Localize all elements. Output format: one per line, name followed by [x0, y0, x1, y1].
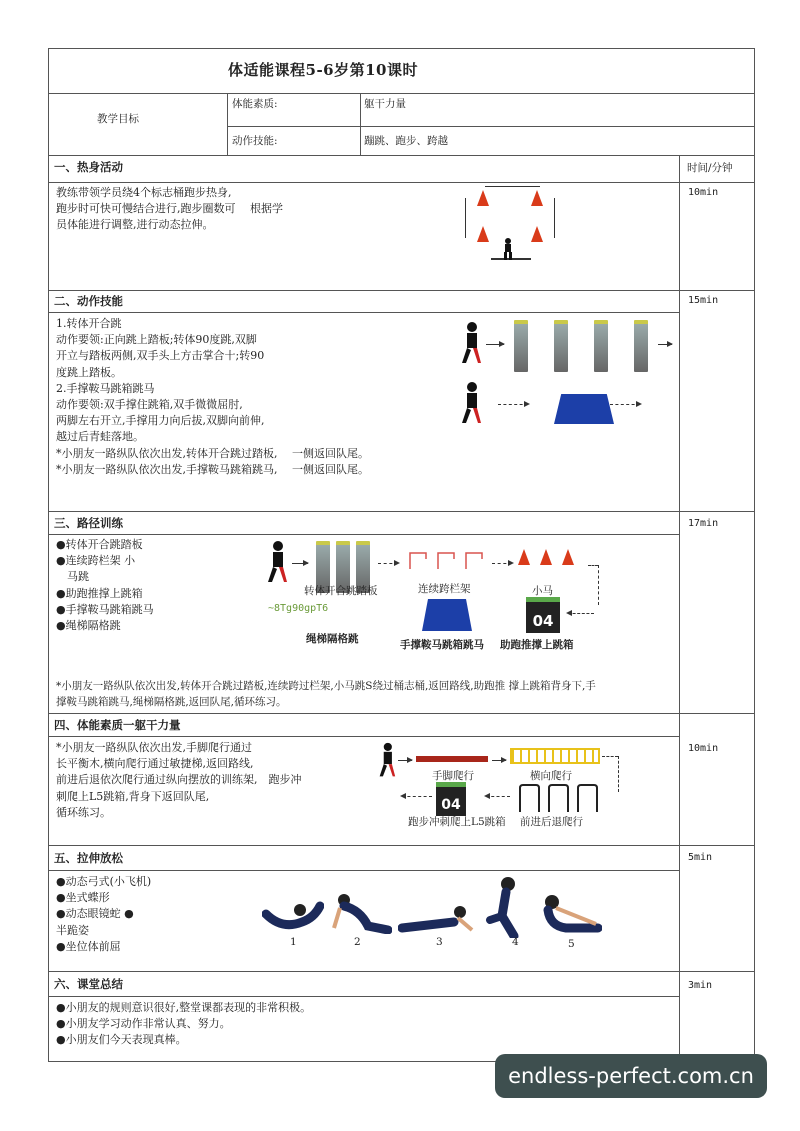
- runner-icon: [501, 238, 515, 260]
- section-time: 3min: [688, 980, 713, 991]
- cone-icon: [531, 226, 543, 242]
- text-line: 动作要领:双手撑住跳箱,双手微微屈肘,: [56, 398, 243, 412]
- step-board: [594, 320, 608, 372]
- arrow-right-icon: [492, 760, 506, 761]
- path-label: 小马: [532, 585, 553, 597]
- warmup-diagram: [455, 184, 565, 264]
- arrow-right-icon: [658, 344, 672, 345]
- sec5-heading-cell: [48, 845, 680, 871]
- sec6-bullets: [56, 1000, 311, 1049]
- bullet-item: ●动态弓式(小飞机): [56, 875, 152, 888]
- arrow-right-icon: [498, 404, 528, 405]
- sec4-time-cell: [679, 713, 755, 846]
- pose-number: 3: [436, 936, 443, 948]
- sec1-time-cell: [679, 182, 755, 291]
- path-diagram: [262, 537, 612, 655]
- sec1-text: [56, 185, 283, 234]
- hurdle-icon: [406, 547, 494, 571]
- objective-value: 蹦跳、跑步、跨越: [364, 135, 448, 147]
- section-time: 5min: [688, 852, 713, 863]
- sec6-heading-cell: [48, 971, 680, 997]
- bullet-item: ●手撑鞍马跳箱跳马: [56, 602, 154, 616]
- site-watermark[interactable]: endless-perfect.com.cn: [495, 1054, 767, 1098]
- text-line: 教练带领学员绕4个标志桶跑步热身,: [56, 186, 232, 199]
- cone-icon: [531, 190, 543, 206]
- section-time: 10min: [688, 743, 719, 754]
- text-line: 撑鞍马跳箱跳马,绳梯隔格跳,返回队尾,循环练习。: [56, 696, 287, 709]
- bullet-item: 半跪姿: [56, 923, 89, 937]
- obj-val-1-cell: [360, 93, 755, 127]
- path-label: 助跑推撑上跳箱: [500, 639, 574, 651]
- pose-number: 2: [354, 936, 361, 948]
- return-dash-right: [602, 756, 618, 757]
- text-line: 两脚左右开立,手撑用力向后拔,双脚向前伸,: [56, 414, 265, 428]
- stretch-pose-icon: [484, 876, 524, 938]
- bullet-item: 马跳: [56, 570, 89, 584]
- jumper-icon: [460, 382, 482, 424]
- section-time: 15min: [688, 295, 719, 306]
- path-label: 连续跨栏架: [418, 583, 471, 595]
- objective-key: 体能素质:: [232, 98, 278, 110]
- bullet-item: ●绳梯隔格跳: [56, 619, 121, 633]
- arrow-up-icon: [465, 198, 466, 238]
- frame-icon: [518, 784, 604, 812]
- text-line: 度跳上踏板。: [56, 365, 122, 379]
- stretch-pose-icon: [262, 900, 324, 934]
- section-time: 17min: [688, 518, 719, 529]
- objectives-label: 教学目标: [97, 113, 139, 125]
- text-line: 1.转体开合跳: [56, 317, 122, 330]
- sec2-heading-cell: [48, 290, 680, 313]
- sec3-bullets: [56, 537, 154, 634]
- arrow-right-icon: [378, 563, 398, 564]
- skill-diagram: [458, 318, 678, 438]
- section-heading: 一、热身活动: [54, 160, 123, 174]
- path-label: 绳梯隔格跳: [306, 633, 359, 645]
- core-label: 跑步冲刺爬上L5跳箱: [408, 816, 506, 828]
- text-line: 刺爬上L5跳箱,背身下返回队尾,: [56, 789, 210, 803]
- step-board: [514, 320, 528, 372]
- text-line: 前进后退依次爬行通过纵向摆放的训练架, 跑步冲: [56, 773, 302, 787]
- top-line: [485, 186, 540, 187]
- balance-beam: [416, 756, 488, 762]
- sec1-heading-cell: [48, 155, 680, 183]
- sec3-time-cell: [679, 511, 755, 714]
- arrow-right-icon: [486, 344, 504, 345]
- step-board: [634, 320, 648, 372]
- vault-box: [422, 599, 472, 631]
- time-header: 时间/分钟: [687, 162, 733, 174]
- section-heading: 三、路径训练: [54, 516, 123, 530]
- objective-value: 躯干力量: [364, 98, 406, 110]
- jumper-icon: [378, 742, 396, 778]
- return-dash-down: [598, 565, 599, 605]
- bullet-item: ●小朋友学习动作非常认真、努力。: [56, 1017, 231, 1031]
- cone-icon: [518, 549, 530, 565]
- bullet-item: ●小朋友的规则意识很好,整堂课都表现的非常积极。: [56, 1001, 312, 1014]
- core-label: 前进后退爬行: [520, 816, 583, 828]
- text-line: 长平衡木,横向爬行通过敏捷梯,返回路线,: [56, 757, 254, 771]
- stretch-pose-icon: [398, 904, 478, 934]
- text-line: 开立与踏板两侧,双手头上方击掌合十;转90: [56, 349, 265, 363]
- arrow-left-icon: [402, 796, 432, 797]
- section-time: 10min: [688, 187, 719, 198]
- bullet-item: ●坐位体前屈: [56, 939, 121, 953]
- arrow-right-icon: [292, 563, 308, 564]
- arrow-right-icon: [610, 404, 640, 405]
- bullet-item: ●连续跨栏架 小: [56, 554, 136, 568]
- arrow-down-icon: [554, 198, 555, 238]
- jump-box: 04: [436, 782, 466, 816]
- text-line: *小朋友一路纵队依次出发,转体开合跳过踏板,连续跨过栏架,小马跳S绕过桶志桶,返回路线,助跑推 撑上跳箱背身下,手: [56, 680, 596, 692]
- sec4-text: [56, 740, 302, 821]
- arrow-left-icon: [486, 796, 510, 797]
- agility-ladder: [510, 748, 600, 764]
- page-title: 体适能课程5-6岁第10课时: [228, 61, 418, 79]
- core-diagram: [374, 740, 634, 832]
- text-line: 跑步时可快可慢结合进行,跑步圈数可 根据学: [56, 202, 283, 216]
- sec2-time-cell: [679, 290, 755, 512]
- text-line: 员体能进行调整,进行动态拉伸。: [56, 218, 214, 232]
- sec3-note: [56, 678, 676, 710]
- path-label: 手撑鞍马跳箱跳马: [400, 639, 484, 651]
- arrow-right-icon: [492, 563, 512, 564]
- cone-icon: [562, 549, 574, 565]
- path-code: ~8Tg90gpT6: [268, 603, 329, 614]
- cone-icon: [477, 190, 489, 206]
- text-line: 2.手撑鞍马跳箱跳马: [56, 381, 155, 395]
- arrow-right-icon: [398, 760, 412, 761]
- stretch-pose-icon: [536, 894, 602, 934]
- sec3-heading-cell: [48, 511, 680, 535]
- pose-number: 5: [568, 938, 575, 950]
- vault-box: [554, 394, 614, 424]
- sec2-text: [56, 316, 369, 478]
- path-label: 转体开合跳踏板: [304, 585, 378, 597]
- cone-icon: [477, 226, 489, 242]
- pose-number: 1: [290, 936, 297, 948]
- bullet-item: ●小朋友们今天表现真棒。: [56, 1033, 187, 1047]
- return-dash-right: [588, 565, 598, 566]
- section-heading: 四、体能素质一躯干力量: [54, 718, 181, 732]
- arrow-left-icon: [568, 613, 594, 614]
- text-line: 循环练习。: [56, 805, 111, 819]
- core-label: 横向爬行: [530, 770, 572, 782]
- section-heading: 五、拉伸放松: [54, 851, 123, 865]
- step-board: [554, 320, 568, 372]
- bullet-item: ●坐式蝶形: [56, 891, 110, 905]
- text-line: *小朋友一路纵队依次出发,转体开合跳过踏板, 一侧返回队尾。: [56, 446, 369, 460]
- pose-number: 4: [512, 936, 519, 948]
- text-line: *小朋友一路纵队依次出发,手撑鞍马跳箱跳马, 一侧返回队尾。: [56, 462, 369, 476]
- stretch-pose-icon: [330, 892, 392, 934]
- bullet-item: ●转体开合跳踏板: [56, 538, 143, 551]
- section-heading: 二、动作技能: [54, 294, 123, 308]
- text-line: *小朋友一路纵队依次出发,手脚爬行通过: [56, 741, 252, 754]
- bullet-item: ●助跑推撑上跳箱: [56, 586, 143, 600]
- return-dash-down: [618, 756, 619, 792]
- section-heading: 六、课堂总结: [54, 977, 123, 991]
- cone-icon: [540, 549, 552, 565]
- objective-key: 动作技能:: [232, 135, 278, 147]
- stretch-figures: [258, 874, 608, 954]
- jumper-icon: [266, 541, 288, 583]
- text-line: 动作要领:正向跳上踏板;转体90度跳,双脚: [56, 333, 257, 347]
- core-label: 手脚爬行: [432, 770, 474, 782]
- jump-box: 04: [526, 597, 560, 633]
- text-line: 越过后青蛙落地。: [56, 430, 144, 444]
- sec5-bullets: [56, 874, 151, 955]
- jumper-icon: [460, 322, 482, 364]
- bullet-item: ●动态眼镜蛇 ●: [56, 907, 134, 921]
- sec5-time-cell: [679, 845, 755, 972]
